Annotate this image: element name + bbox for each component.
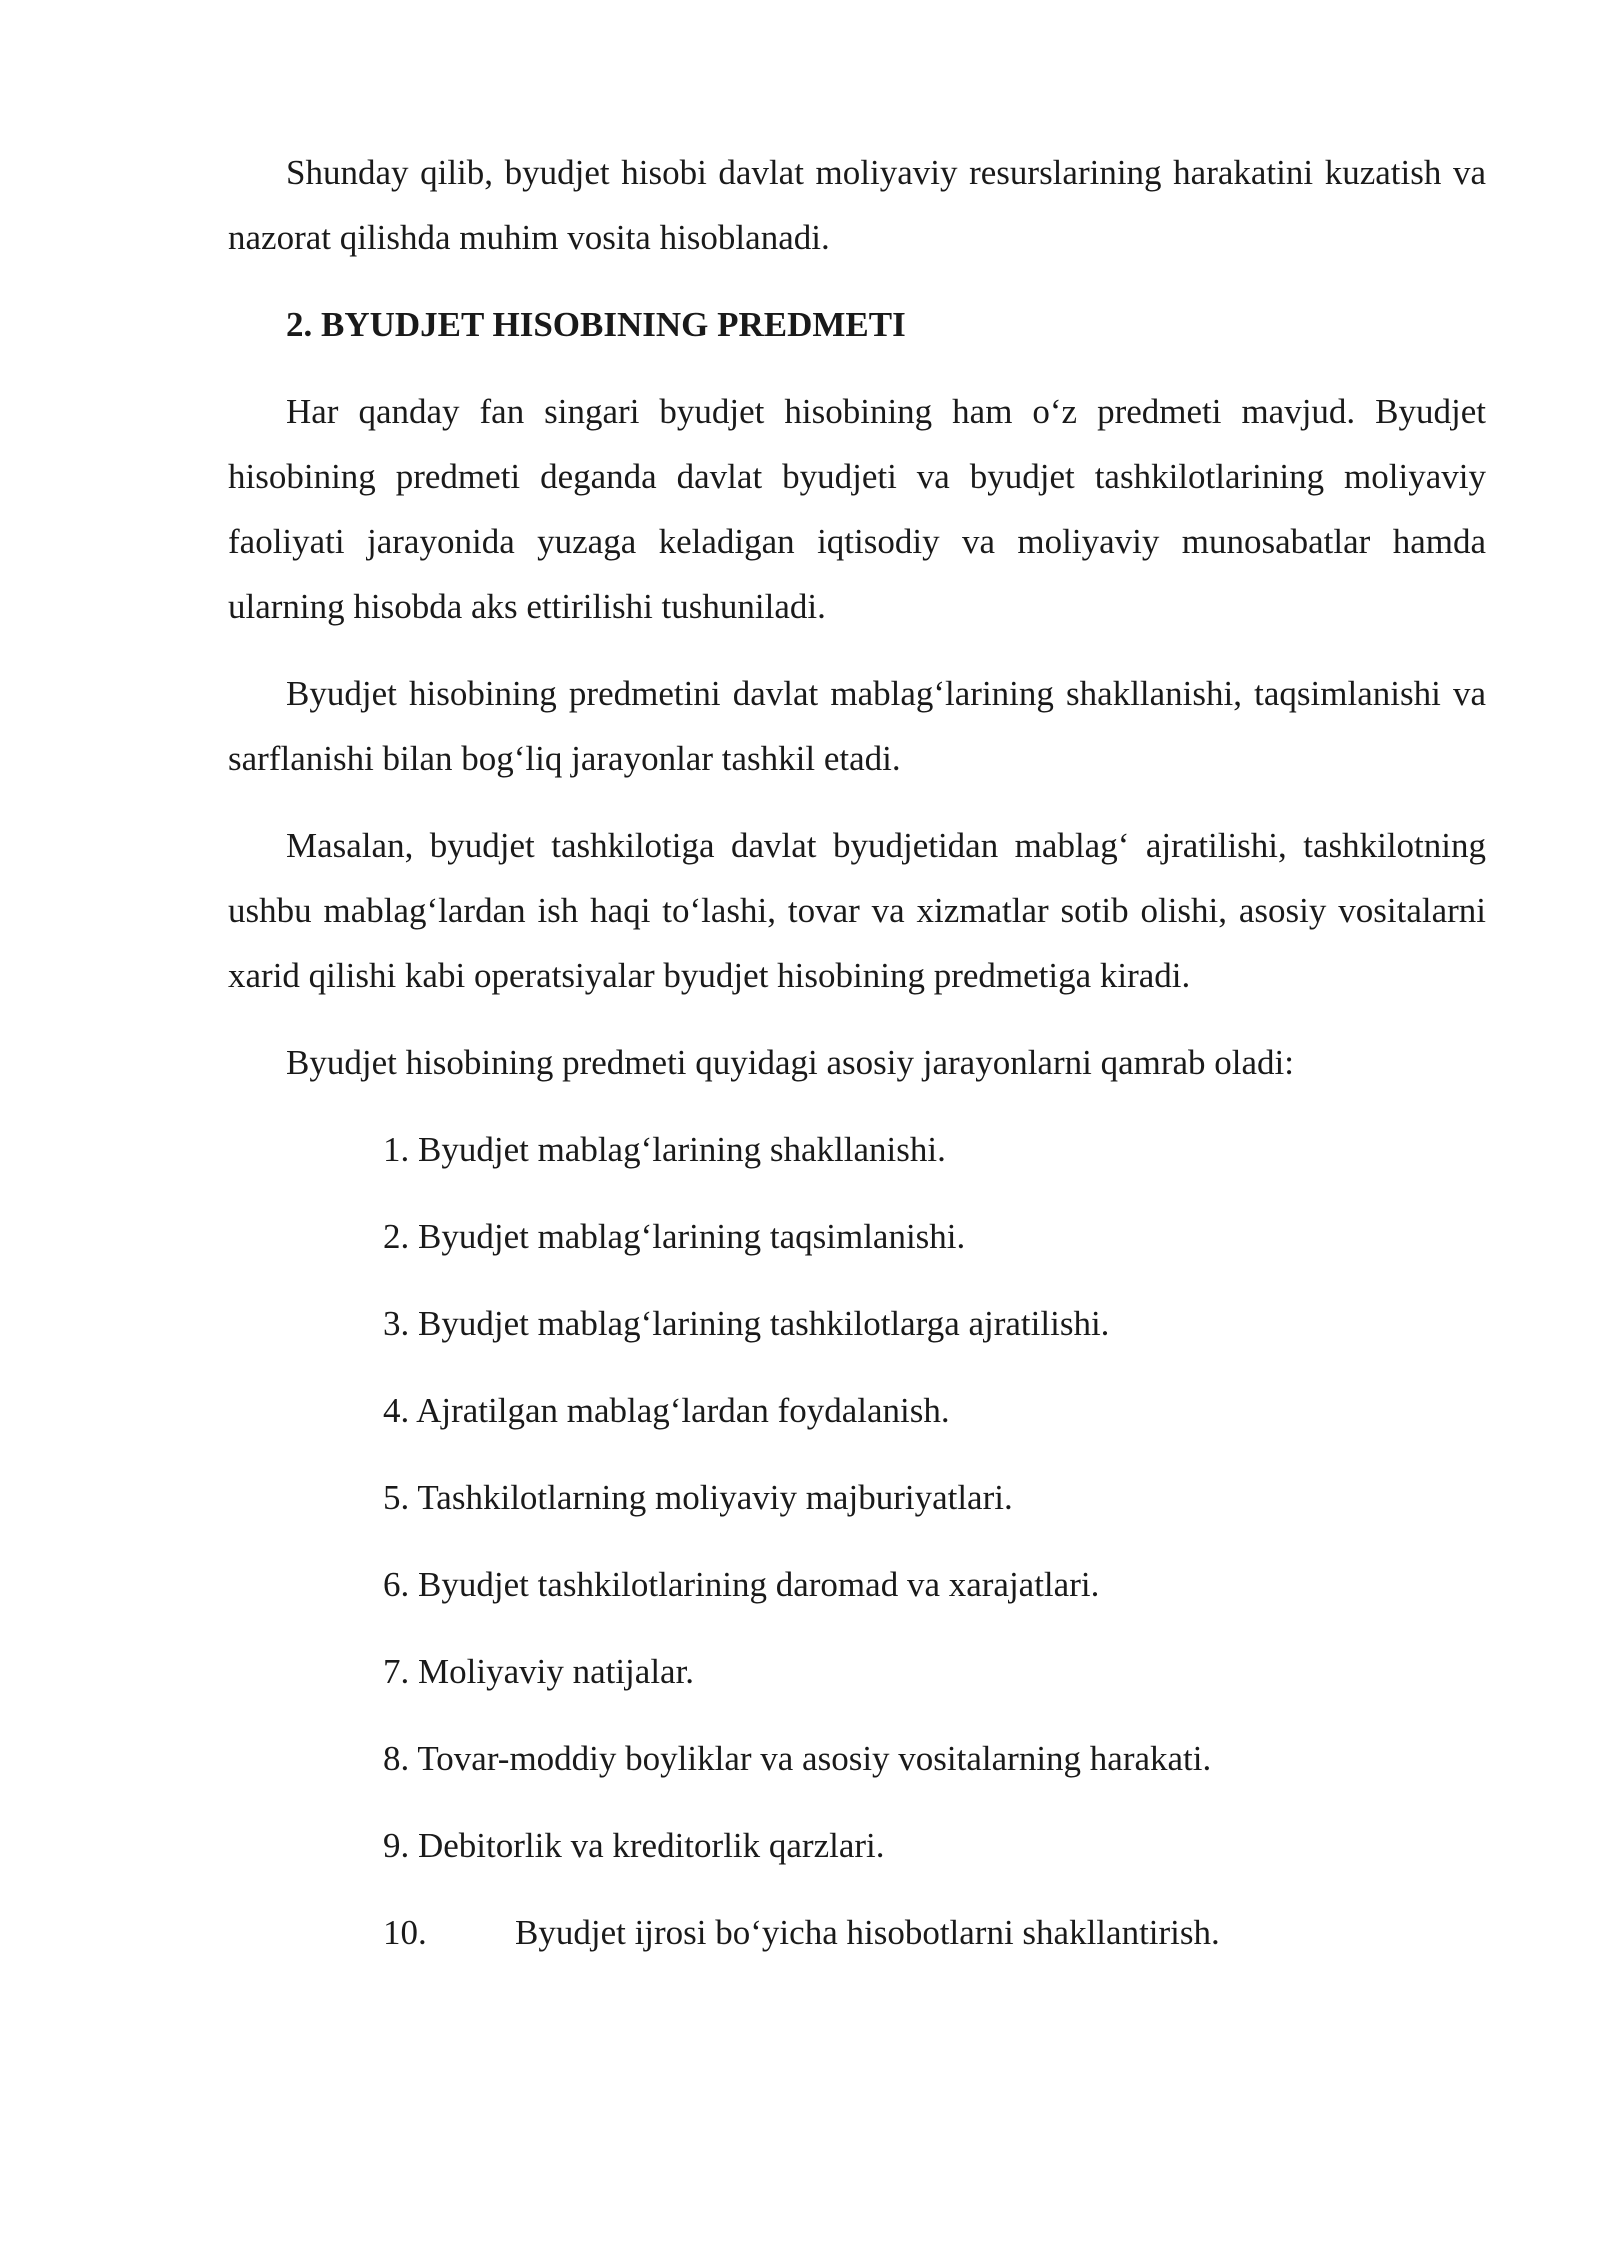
list-item-number: 2. [383, 1217, 410, 1256]
list-item [228, 1900, 1486, 1965]
list-item-text: Tovar-moddiy boyliklar va asosiy vositalarning harakati. [417, 1739, 1212, 1778]
list-item-text: Debitorlik va kreditorlik qarzlari. [418, 1826, 885, 1865]
list-item [228, 1117, 1486, 1182]
list-item [228, 1378, 1486, 1443]
list-item-number: 1. [383, 1130, 410, 1169]
list-item [228, 1726, 1486, 1791]
list-item-number: 10. [383, 1913, 427, 1952]
list-item-text: Byudjet tashkilotlarining daromad va xarajatlari. [418, 1565, 1100, 1604]
paragraph-example: Masalan, byudjet tashkilotiga davlat byudjetidan mablag‘ ajratilishi, tashkilotning ushbu mablag‘lardan ish haqi to‘lashi, tovar va xizmatlar sotib olishi, asosiy vositalarni xarid qilishi kabi operatsiyalar byudjet hisobining predmetiga kiradi. [228, 826, 1486, 995]
paragraph-subject-processes: Byudjet hisobining predmetini davlat mablag‘larining shakllanishi, taqsimlanishi va sarflanishi bilan bog‘liq jarayonlar tashkil etadi. [228, 674, 1486, 778]
document-page [228, 140, 1486, 1987]
process-list [228, 1117, 1486, 1965]
list-item [228, 1813, 1486, 1878]
list-item [228, 1639, 1486, 1704]
list-item-number: 8. [383, 1739, 410, 1778]
section-heading: 2. BYUDJET HISOBINING PREDMETI [286, 305, 906, 344]
list-item-number: 6. [383, 1565, 410, 1604]
list-item-number: 5. [383, 1478, 410, 1517]
list-item [228, 1291, 1486, 1356]
list-item-number: 4. [383, 1391, 410, 1430]
list-item [228, 1465, 1486, 1530]
intro-paragraph: Shunday qilib, byudjet hisobi davlat moliyaviy resurslarining harakatini kuzatish va nazorat qilishda muhim vosita hisoblanadi. [228, 153, 1486, 257]
list-item-text: Byudjet mablag‘larining tashkilotlarga ajratilishi. [418, 1304, 1110, 1343]
list-item-text: Tashkilotlarning moliyaviy majburiyatlari. [417, 1478, 1013, 1517]
list-item-text: Moliyaviy natijalar. [418, 1652, 695, 1691]
list-item-text: Byudjet mablag‘larining shakllanishi. [418, 1130, 946, 1169]
list-item-text: Byudjet mablag‘larining taqsimlanishi. [418, 1217, 966, 1256]
paragraph-list-intro: Byudjet hisobining predmeti quyidagi asosiy jarayonlarni qamrab oladi: [286, 1043, 1294, 1082]
list-item-text: Byudjet ijrosi bo‘yicha hisobotlarni shakllantirish. [515, 1913, 1220, 1952]
paragraph-subject-definition: Har qanday fan singari byudjet hisobining ham o‘z predmeti mavjud. Byudjet hisobining predmeti deganda davlat byudjeti va byudjet tashkilotlarining moliyaviy faoliyati jarayonida yuzaga keladigan iqtisodiy va moliyaviy munosabatlar hamda ularning hisobda aks ettirilishi tushuniladi. [228, 392, 1486, 626]
list-item-number: 7. [383, 1652, 410, 1691]
list-item-number: 9. [383, 1826, 410, 1865]
list-item [228, 1552, 1486, 1617]
list-item-number: 3. [383, 1304, 410, 1343]
list-item-text: Ajratilgan mablag‘lardan foydalanish. [416, 1391, 950, 1430]
list-item [228, 1204, 1486, 1269]
